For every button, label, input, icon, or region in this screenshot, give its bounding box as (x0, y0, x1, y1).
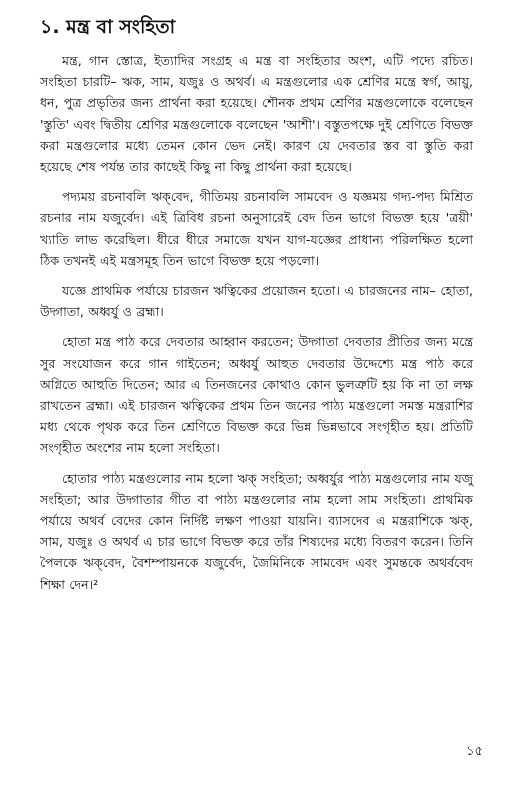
page-number: ১৫ (466, 744, 483, 759)
section-heading: ১. মন্ত্র বা সংহিতা (40, 16, 176, 38)
paragraph-3: যজ্ঞে প্রাথমিক পর্যায়ে চারজন ঋত্বিকের প্রয়োজন হতো। এ চারজনের নাম– হোতা, উদ্গাতা, অধ্বর্যু ও ব্রহ্মা। (40, 283, 473, 320)
paragraph-1: মন্ত্র, গান স্তোত্র, ইত্যাদির সংগ্রহ এ মন্ত্র বা সংহিতার অংশ, এটি পদ্যে রচিত। সংহিতা চারটি– ঋক, সাম, যজুঃ ও অথর্ব। এ মন্ত্রগুলোর এক শ্রেণির মন্ত্রে স্বর্গ, আয়ু, ধন, পুত্র প্রভৃতির জন্য প্রার্থনা করা হয়েছে। শৌনক প্রথম শ্রেণির মন্ত্রগুলোকে বলেছেন 'স্তুতি' এবং দ্বিতীয় শ্রেণির মন্ত্রগুলোকে বলেছেন 'আশী'। বস্তুতপক্ষে দুই শ্রেণিতে বিভক্ত করা মন্ত্রগুলোর মধ্যে তেমন কোন ভেদ নেই। কারণ যে দেবতার স্তব বা স্তুতি করা হয়েছে শেষ পর্যন্ত তার কাছেই কিছু না কিছু প্রার্থনা করা হয়েছে। (40, 53, 473, 175)
paragraph-5: হোতার পাঠ্য মন্ত্রগুলোর নাম হলো ঋক্ সংহিতা; অধ্বর্যুর পাঠ্য মন্ত্রগুলোর নাম যজু সংহিতা; আর উদ্গাতার গীত বা পাঠ্য মন্ত্রগুলোর নাম হলো সাম সংহিতা। প্রাথমিক পর্যায়ে অথর্ব বেদের কোন নির্দিষ্ট লক্ষণ পাওয়া যায়নি। ব্যাসদেব এ মন্ত্ররাশিকে ঋক্, সাম, যজুঃ ও অথর্ব এ চার ভাগে বিভক্ত করে তাঁর শিষ্যদের মধ্যে বিতরণ করেন। তিনি পৈলকে ঋক্‌বেদ, বৈশম্পায়নকে যজুর্বেদ, জৈমিনিকে সামবেদ এবং সুমন্তকে অথর্ববেদ শিক্ষা দেন।² (40, 470, 473, 592)
paragraph-2: পদ্যময় রচনাবলি ঋক্‌বেদ, গীতিময় রচনাবলি সামবেদ ও যজ্ঞময় গদ্য-পদ্য মিশ্রিত রচনার নাম যজুর্বেদ। এই ত্রিবিধ রচনা অনুসারেই বেদ তিন ভাগে বিভক্ত হয়ে 'ত্রয়ী' খ্যাতি লাভ করেছিল। ধীরে ধীরে সমাজে যখন যাগ-যজ্ঞের প্রাধান্য পরিলক্ষিত হলো ঠিক তখনই এই মন্ত্রসমূহ তিন ভাগে বিভক্ত হয়ে পড়লো। (40, 189, 473, 268)
paragraph-4: হোতা মন্ত্র পাঠ করে দেবতার আহ্বান করতেন; উদ্গাতা দেবতার প্রীতির জন্য মন্ত্রে সুর সংযোজন করে গান গাইতেন; অধ্বর্যু আহুত দেবতার উদ্দেশ্যে মন্ত্র পাঠ করে অগ্নিতে আহুতি দিতেন; আর এ তিনজনের কোথাও কোন ভুলত্রুটি হয় কি না তা লক্ষ রাখতেন ব্রহ্মা। এই চারজন ঋত্বিকের প্রথম তিন জনের পাঠ্য মন্ত্রগুলো সমস্ত মন্ত্ররাশির মধ্য থেকে পৃথক করে তিন শ্রেণিতে বিভক্ত করে ভিন্ন ভিন্নভাবে সংগৃহীত হয়। প্রতিটি সংগৃহীত অংশের নাম হলো সংহিতা। (40, 334, 473, 456)
